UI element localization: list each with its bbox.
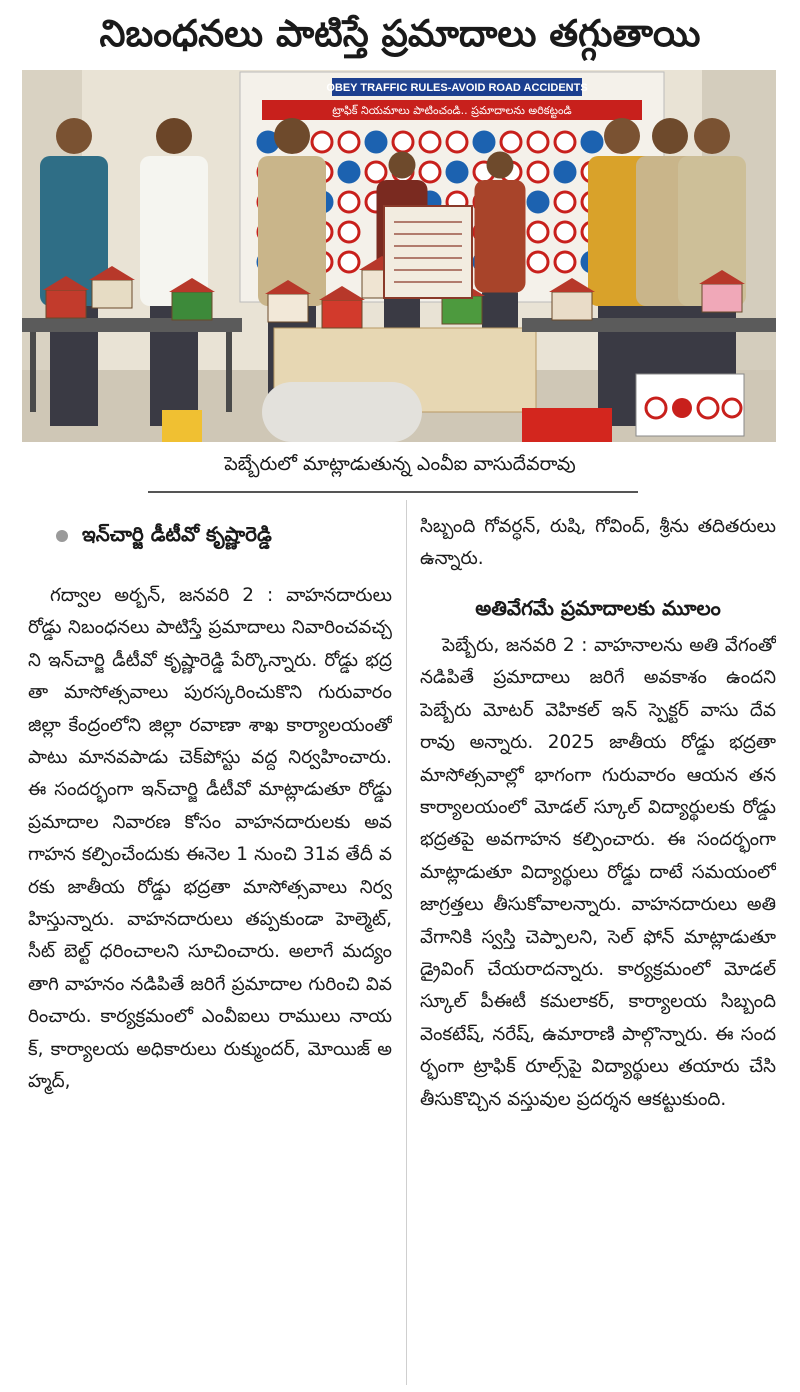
person-body [475,180,526,293]
poster-banner-text: OBEY TRAFFIC RULES-AVOID ROAD ACCIDENTS [326,82,588,94]
model-house [268,294,308,322]
traffic-sign-icon [393,132,413,152]
right-column-continuation: సిబ్బంది గోవర్ధన్, రుషి, గోవింద్, శ్రీను తదితరులు ఉన్నారు. [420,516,776,570]
model-house [322,300,362,328]
person-head [156,118,192,154]
photo-caption: పెబ్బేరులో మాట్లాడుతున్న ఎంవీఐ వాసుదేవరావు [224,453,576,475]
model-house [46,290,86,318]
model-house [552,292,592,320]
person-head [389,152,416,179]
traffic-sign-icon [447,162,467,182]
news-photo [22,70,776,442]
traffic-sign-icon [339,162,359,182]
model-house [442,296,482,324]
traffic-sign-icon [339,222,359,242]
traffic-sign-icon [555,252,575,272]
traffic-sign-icon [474,132,494,152]
person-head [487,152,514,179]
byline-text: ఇన్‌చార్జి డీటీవో కృష్ణారెడ్డి [82,522,272,546]
headline: నిబంధనలు పాటిస్తే ప్రమాదాలు తగ్గుతాయి [99,12,701,55]
traffic-sign-icon [528,192,548,212]
model-house [172,292,212,320]
person-head [604,118,640,154]
traffic-sign-icon [555,192,575,212]
person-head [652,118,688,154]
traffic-sign-icon [366,162,386,182]
caption-divider [148,491,638,493]
left-column-body: గద్వాల అర్బన్, జనవరి 2 : వాహనదారులు రోడ్డు నిబంధనలు పాటిస్తే ప్రమాదాలు నివారించవచ్చని ఇన్‌చార్జి డీటీవో కృష్ణారెడ్డి పేర్కొన్నారు. రోడ్డు భద్రతా మాసోత్సవాలు పురస్కరించుకొని గురువారం జిల్లా కేంద్రంలోని జిల్లా రవాణా శాఖ కార్యాలయంతో పాటు మానవపాడు చెక్‌పోస్టు వద్ద నిర్వహించారు. ఈ సందర్భంగా ఇన్‌చార్జి డీటీవో మాట్లాడుతూ రోడ్డు ప్రమాదాల నివారణ కోసం వాహనదారులకు అవగాహన కల్పించేందుకు ఈనెల 1 నుంచి 31వ తేదీ వరకు జాతీయ రోడ్డు భద్రతా మాసోత్సవాలు నిర్వహిస్తున్నారు. వాహనదారులు తప్పకుండా హెల్మెట్, సీట్ బెల్ట్ ధరించాలని సూచించారు. అలాగే మద్యం తాగి వాహనం నడిపితే జరిగే ప్రమాదాల గురించి వివరించారు. కార్యక్రమంలో ఎంవీఐలు రాములు నాయక్, కార్యాలయ అధికారులు రుక్ముందర్, మోయిజ్ అహ్మద్, [28,585,392,1093]
traffic-sign-icon [339,252,359,272]
byline [56,514,396,554]
traffic-sign-icon [420,162,440,182]
traffic-sign-icon [555,222,575,242]
traffic-sign-icon [339,192,359,212]
traffic-sign-icon [528,132,548,152]
traffic-sign-icon [420,132,440,152]
traffic-sign-icon [501,132,521,152]
column-divider [406,500,407,1385]
traffic-sign-icon [582,132,602,152]
person-head [274,118,310,154]
subheading: అతివేగమే ప్రమాదాలకు మూలం [475,596,721,620]
traffic-sign-icon [555,162,575,182]
traffic-sign-icon [528,252,548,272]
person-head [56,118,92,154]
traffic-sign-icon [528,162,548,182]
model-house [92,280,132,308]
person-head [694,118,730,154]
traffic-sign-icon [555,132,575,152]
poster-telugu-banner: ట్రాఫిక్ నియమాలు పాటించండి.. ప్రమాదాలను అరికట్టండి [332,104,572,117]
model-house [702,284,742,312]
right-column-body: పెబ్బేరు, జనవరి 2 : వాహనాలను అతి వేగంతో నడిపితే ప్రమాదాలు జరిగే అవకాశం ఉందని పెబ్బేరు మోటర్ వెహికల్ ఇన్ స్పెక్టర్ వాసు దేవరావు అన్నారు. 2025 జాతీయ రోడ్డు భద్రతా మాసోత్సవాల్లో భాగంగా గురువారం ఆయన తన కార్యాలయంలో మోడల్ స్కూల్ విద్యార్థులకు రోడ్డు భద్రతపై అవగాహన కల్పించారు. ఈ సందర్భంగా మాట్లాడుతూ విద్యార్థులు రోడ్డు దాటే సమయంలో జాగ్రత్తలు తీసుకోవాలన్నారు. వాహనదారులు అతి వేగానికి స్వస్తి చెప్పాలని, సెల్ ఫోన్ మాట్లాడుతూ డ్రైవింగ్ చేయరాదన్నారు. కార్యక్రమంలో మోడల్ స్కూల్ పీఈటీ కమలాకర్, కార్యాలయ సిబ్బంది వెంకటేష్, నరేష్, ఉమారాణి పాల్గొన్నారు. ఈ సందర్భంగా ట్రాఫిక్ రూల్స్‌పై విద్యార్థులు తయారు చేసి తీసుకొచ్చిన వస్తువుల ప్రదర్శన ఆకట్టుకుంది. [420,635,776,1110]
traffic-sign-icon [312,132,332,152]
traffic-sign-icon [366,132,386,152]
traffic-sign-icon [447,132,467,152]
bullet-icon [56,530,68,542]
traffic-sign-icon [339,132,359,152]
traffic-sign-icon [528,222,548,242]
